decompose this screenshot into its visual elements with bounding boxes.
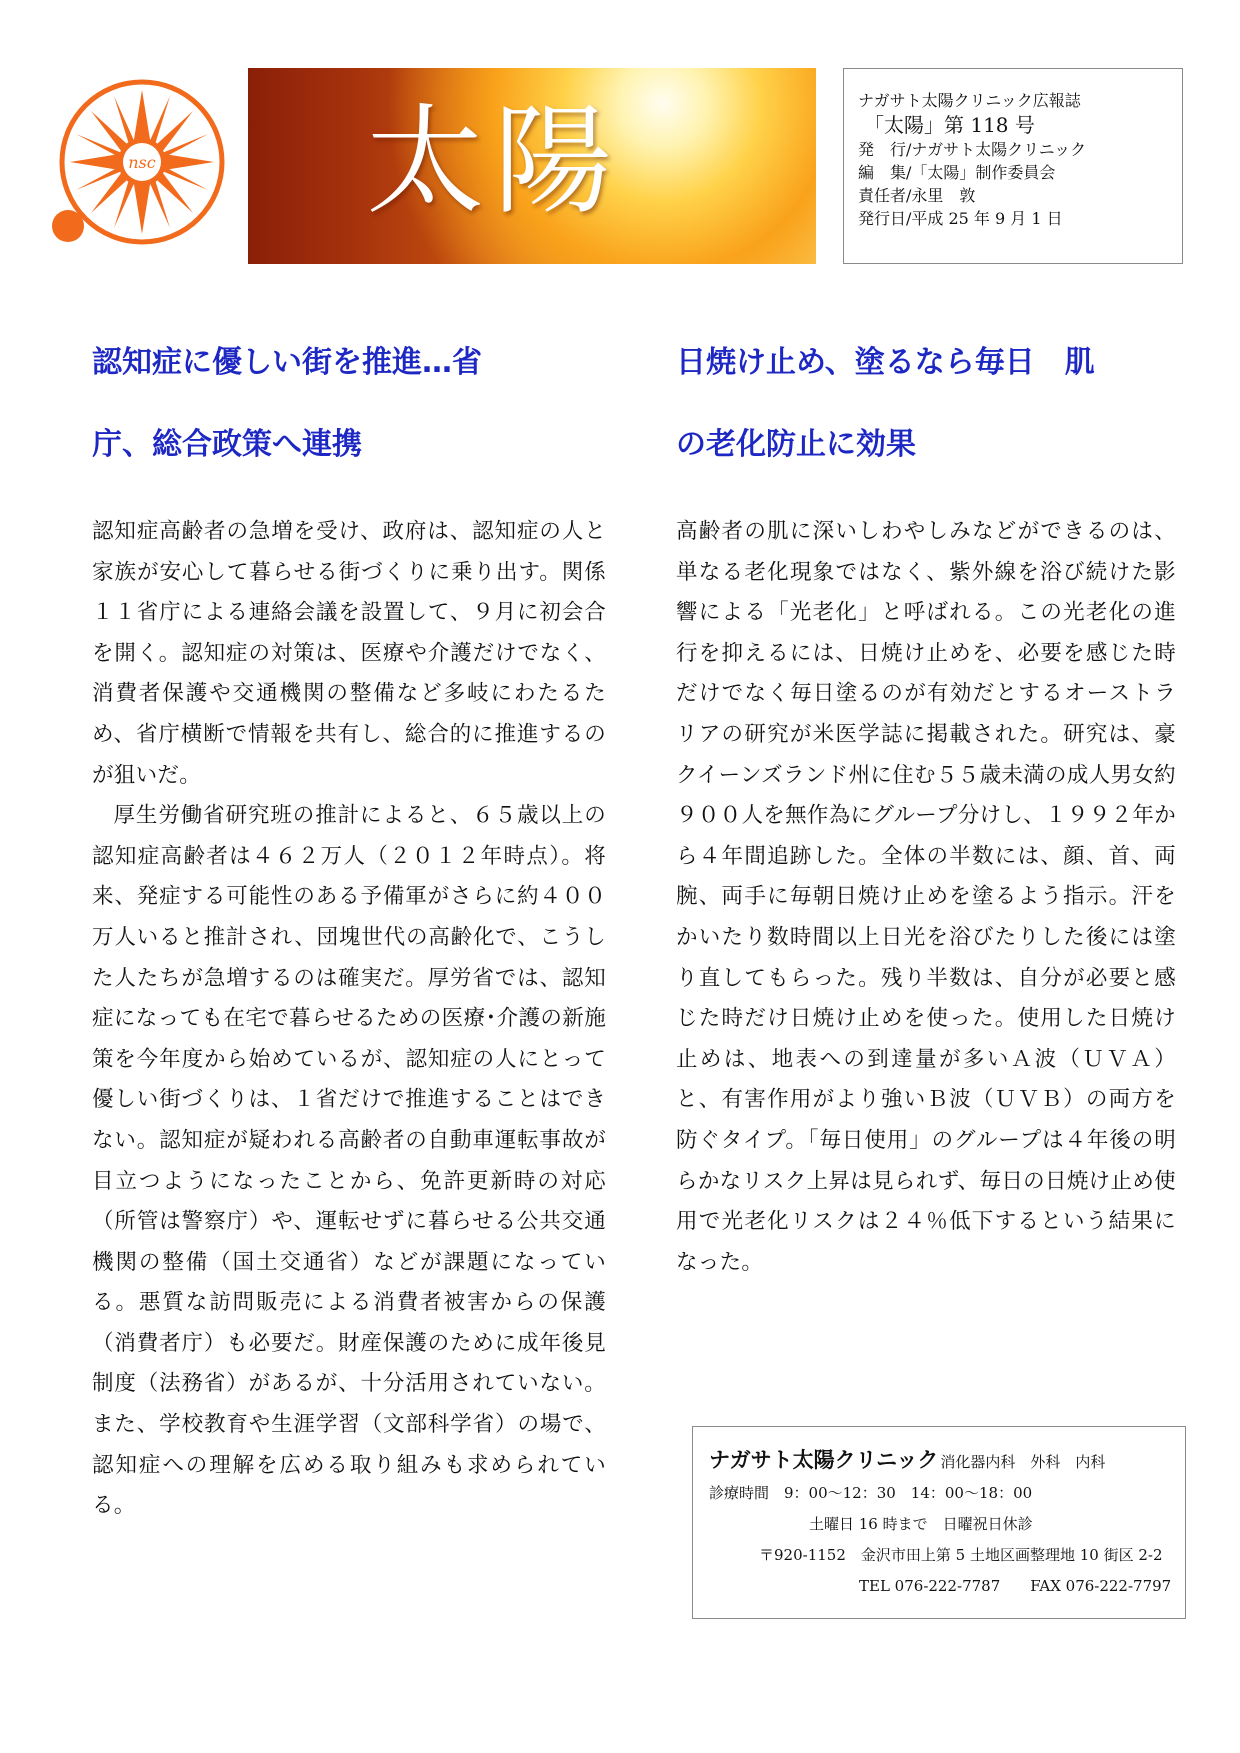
clinic-logo: [44, 76, 234, 266]
publication-name: ナガサト太陽クリニック広報誌: [858, 91, 1081, 110]
clinic-departments: 消化器内科 外科 内科: [940, 1453, 1106, 1471]
sun-compass-logo-icon: [44, 76, 234, 266]
clinic-hours: 診療時間 9：00～12：30 14：00～18：00: [709, 1484, 1033, 1502]
responsible-line: 責任者/永里 敦: [858, 186, 976, 205]
left-headline-line2: 庁、総合政策へ連携: [92, 427, 362, 462]
right-article-headline: [676, 322, 1196, 486]
banner-title: 太陽: [366, 92, 623, 230]
issue-date: 発行日/平成 25 年 9 月 1 日: [858, 209, 1063, 228]
issue-number: 「太陽」第 118 号: [864, 113, 1035, 137]
right-headline-line1: 日焼け止め、塗るなら毎日 肌: [676, 345, 1095, 380]
clinic-contact-row: [709, 1571, 1175, 1602]
left-headline-line1: 認知症に優しい街を推進…省: [92, 345, 482, 380]
masthead-box: [843, 68, 1183, 264]
right-article-body: [676, 512, 1176, 1283]
publisher-line: 発 行/ナガサト太陽クリニック: [858, 140, 1087, 159]
clinic-saturday: 土曜日 16 時まで 日曜祝日休診: [809, 1515, 1033, 1533]
left-paragraph-1: 認知症高齢者の急増を受け、政府は、認知症の人と家族が安心して暮らせる街づくりに乗り出す。関係１１省庁による連絡会議を設置して、９月に初会合を開く。認知症の対策は、医療や介護だけでなく、消費者保護や交通機関の整備など多岐にわたるため、省庁横断で情報を共有し、総合的に推進するのが狙いだ。: [92, 519, 606, 788]
clinic-address: 〒920-1152 金沢市田上第 5 土地区画整理地 10 街区 2-2: [759, 1546, 1163, 1564]
clinic-name: ナガサト太陽クリニック: [709, 1448, 939, 1472]
right-headline-line2: の老化防止に効果: [676, 427, 916, 462]
clinic-name-row: [709, 1445, 1175, 1478]
editor-line: 編 集/「太陽」制作委員会: [858, 163, 1056, 182]
left-paragraph-2: 厚生労働省研究班の推計によると、６５歳以上の認知症高齢者は４６２万人（２０１２年時点）。将来、発症する可能性のある予備軍がさらに約４００万人いると推計され、団塊世代の高齢化で、こうした人たちが急増するのは確実だ。厚労省では、認知症になっても在宅で暮らせるための医療･介護の新施策を今年度から始めているが、認知症の人にとって優しい街づくりは、１省だけで推進することはできない。認知症が疑われる高齢者の自動車運転事故が目立つようになったことから、免許更新時の対応（所管は警察庁）や、運転せずに暮らせる公共交通機関の整備（国土交通省）などが課題になっている。悪質な訪問販売による消費者被害からの保護（消費者庁）も必要だ。財産保護のために成年後見制度（法務省）があるが、十分活用されていない。また、学校教育や生涯学習（文部科学省）の場で、認知症への理解を広める取り組みも求められている。: [92, 803, 606, 1519]
logo-text: nsc: [128, 153, 156, 172]
left-article-body: [92, 512, 606, 1527]
clinic-fax: FAX 076-222-7797: [1030, 1577, 1172, 1595]
title-banner: [248, 68, 816, 264]
left-article-headline: [92, 322, 612, 486]
clinic-tel: TEL 076-222-7787: [859, 1577, 1001, 1595]
right-paragraph-1: 高齢者の肌に深いしわやしみなどができるのは、単なる老化現象ではなく、紫外線を浴び続けた影響による「光老化」と呼ばれる。この光老化の進行を抑えるには、日焼け止めを、必要を感じた時だけでなく毎日塗るのが有効だとするオーストラリアの研究が米医学誌に掲載された。研究は、豪クイーンズランド州に住む５５歳未満の成人男女約９００人を無作為にグループ分けし、１９９２年から４年間追跡した。全体の半数には、顔、首、両腕、両手に毎朝日焼け止めを塗るよう指示。汗をかいたり数時間以上日光を浴びたりした後には塗り直してもらった。残り半数は、自分が必要と感じた時だけ日焼け止めを使った。使用した日焼け止めは、地表への到達量が多いＡ波（ＵＶＡ）と、有害作用がより強いＢ波（ＵＶＢ）の両方を防ぐタイプ。「毎日使用」のグループは４年後の明らかなリスク上昇は見られず、毎日の日焼け止め使用で光老化リスクは２４％低下するという結果になった。: [676, 519, 1176, 1275]
clinic-info-box: [692, 1426, 1186, 1619]
